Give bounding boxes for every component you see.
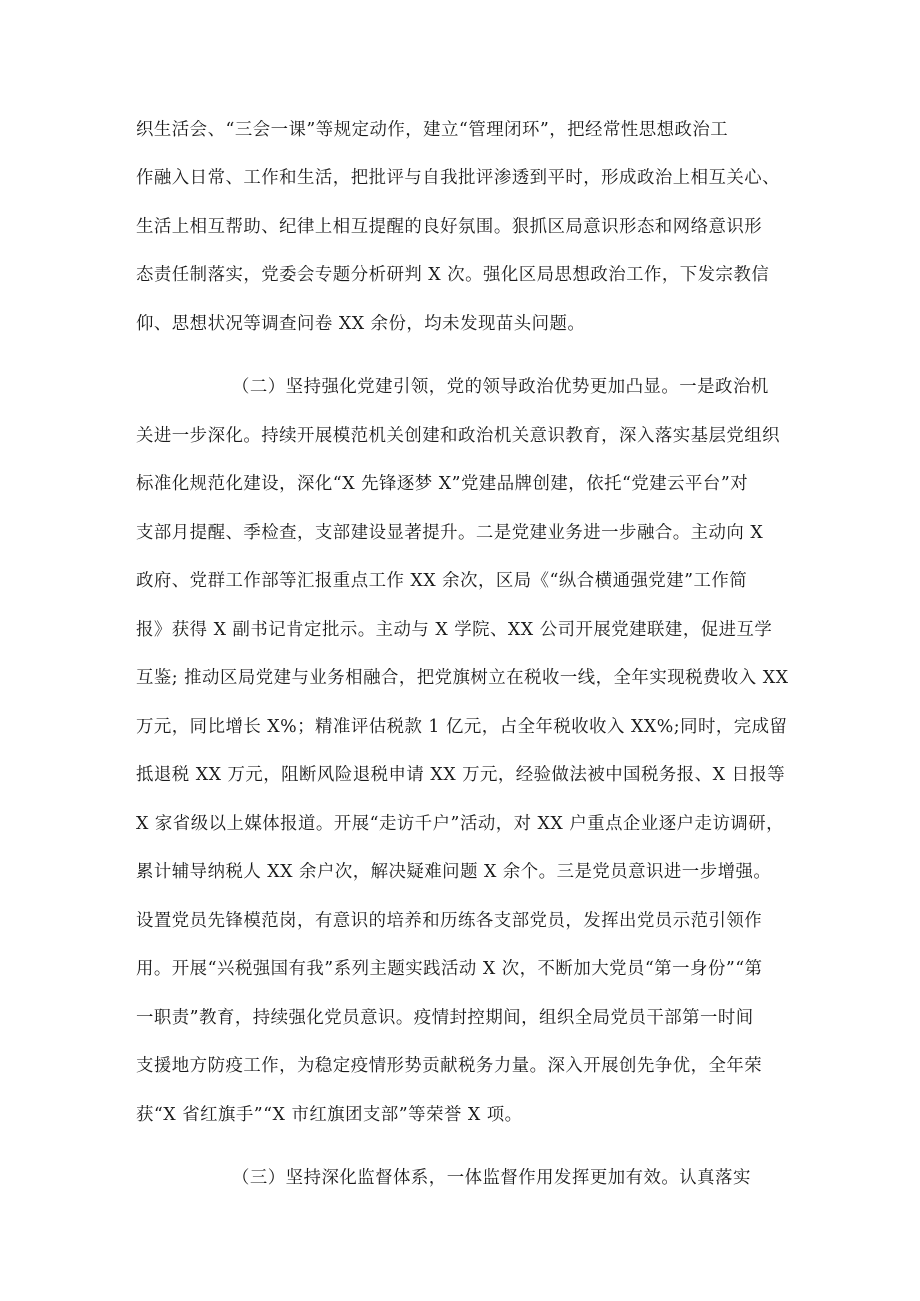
section-heading-line: （三）坚持深化监督体系，一体监督作用发挥更加有效。认真落实 (232, 1168, 751, 1188)
text-line: 累计辅导纳税人 XX 余户次，解决疑难问题 X 余个。三是党员意识进一步增强。 (136, 862, 772, 882)
text-line: 设置党员先锋模范岗，有意识的培养和历练各支部党员，发挥出党员示范引领作 (136, 911, 763, 931)
text-line: 万元，同比增长 X%；精准评估税款 1 亿元，占全年税收收入 XX%;同时，完成留 (136, 717, 788, 737)
text-line: 支部月提醒、季检查，支部建设显著提升。二是党建业务进一步融合。主动向 X (136, 523, 764, 543)
text-line: 报》获得 X 副书记肯定批示。主动与 X 学院、XX 公司开展党建联建，促进互学 (136, 620, 773, 640)
text-line: 支援地方防疫工作，为稳定疫情形势贡献税务力量。深入开展创先争优，全年荣 (136, 1056, 763, 1076)
text-line: 作融入日常、工作和生活，把批评与自我批评渗透到平时，形成政治上相互关心、 (136, 168, 781, 188)
text-line: 获“X 省红旗手”“X 市红旗团支部”等荣誉 X 项。 (136, 1105, 523, 1125)
text-line: 态责任制落实，党委会专题分析研判 X 次。强化区局思想政治工作，下发宗教信 (136, 265, 770, 285)
text-line: 标准化规范化建设，深化“X 先锋逐梦 X”党建品牌创建，依托“党建云平台”对 (136, 474, 749, 494)
text-line: 关进一步深化。持续开展模范机关创建和政治机关意识教育，深入落实基层党组织 (136, 426, 781, 446)
text-line: 仰、思想状况等调查问卷 XX 余份，均未发现苗头问题。 (136, 314, 586, 334)
section-heading-line: （二）坚持强化党建引领，党的领导政治优势更加凸显。一是政治机 (232, 377, 769, 397)
text-line: 用。开展“兴税强国有我”系列主题实践活动 X 次，不断加大党员“第一身份”“第 (136, 959, 763, 979)
text-line: 抵退税 XX 万元，阻断风险退税申请 XX 万元，经验做法被中国税务报、X 日报等 (136, 765, 786, 785)
text-line: X 家省级以上媒体报道。开展“走访千户”活动，对 XX 户重点企业逐户走访调研， (136, 814, 785, 834)
text-line: 生活上相互帮助、纪律上相互提醒的良好氛围。狠抓区局意识形态和网络意识形 (136, 217, 763, 237)
text-line: 政府、党群工作部等汇报重点工作 XX 余次，区局《“纵合横通强党建”工作简 (136, 571, 748, 591)
text-line: 一职责”教育，持续强化党员意识。疫情封控期间，组织全局党员干部第一时间 (136, 1008, 754, 1028)
text-line: 互鉴; 推动区局党建与业务相融合，把党旗树立在税收一线，全年实现税费收入 XX (136, 668, 789, 688)
text-line: 织生活会、“三会一课”等规定动作，建立“管理闭环”，把经常性思想政治工 (136, 120, 729, 140)
